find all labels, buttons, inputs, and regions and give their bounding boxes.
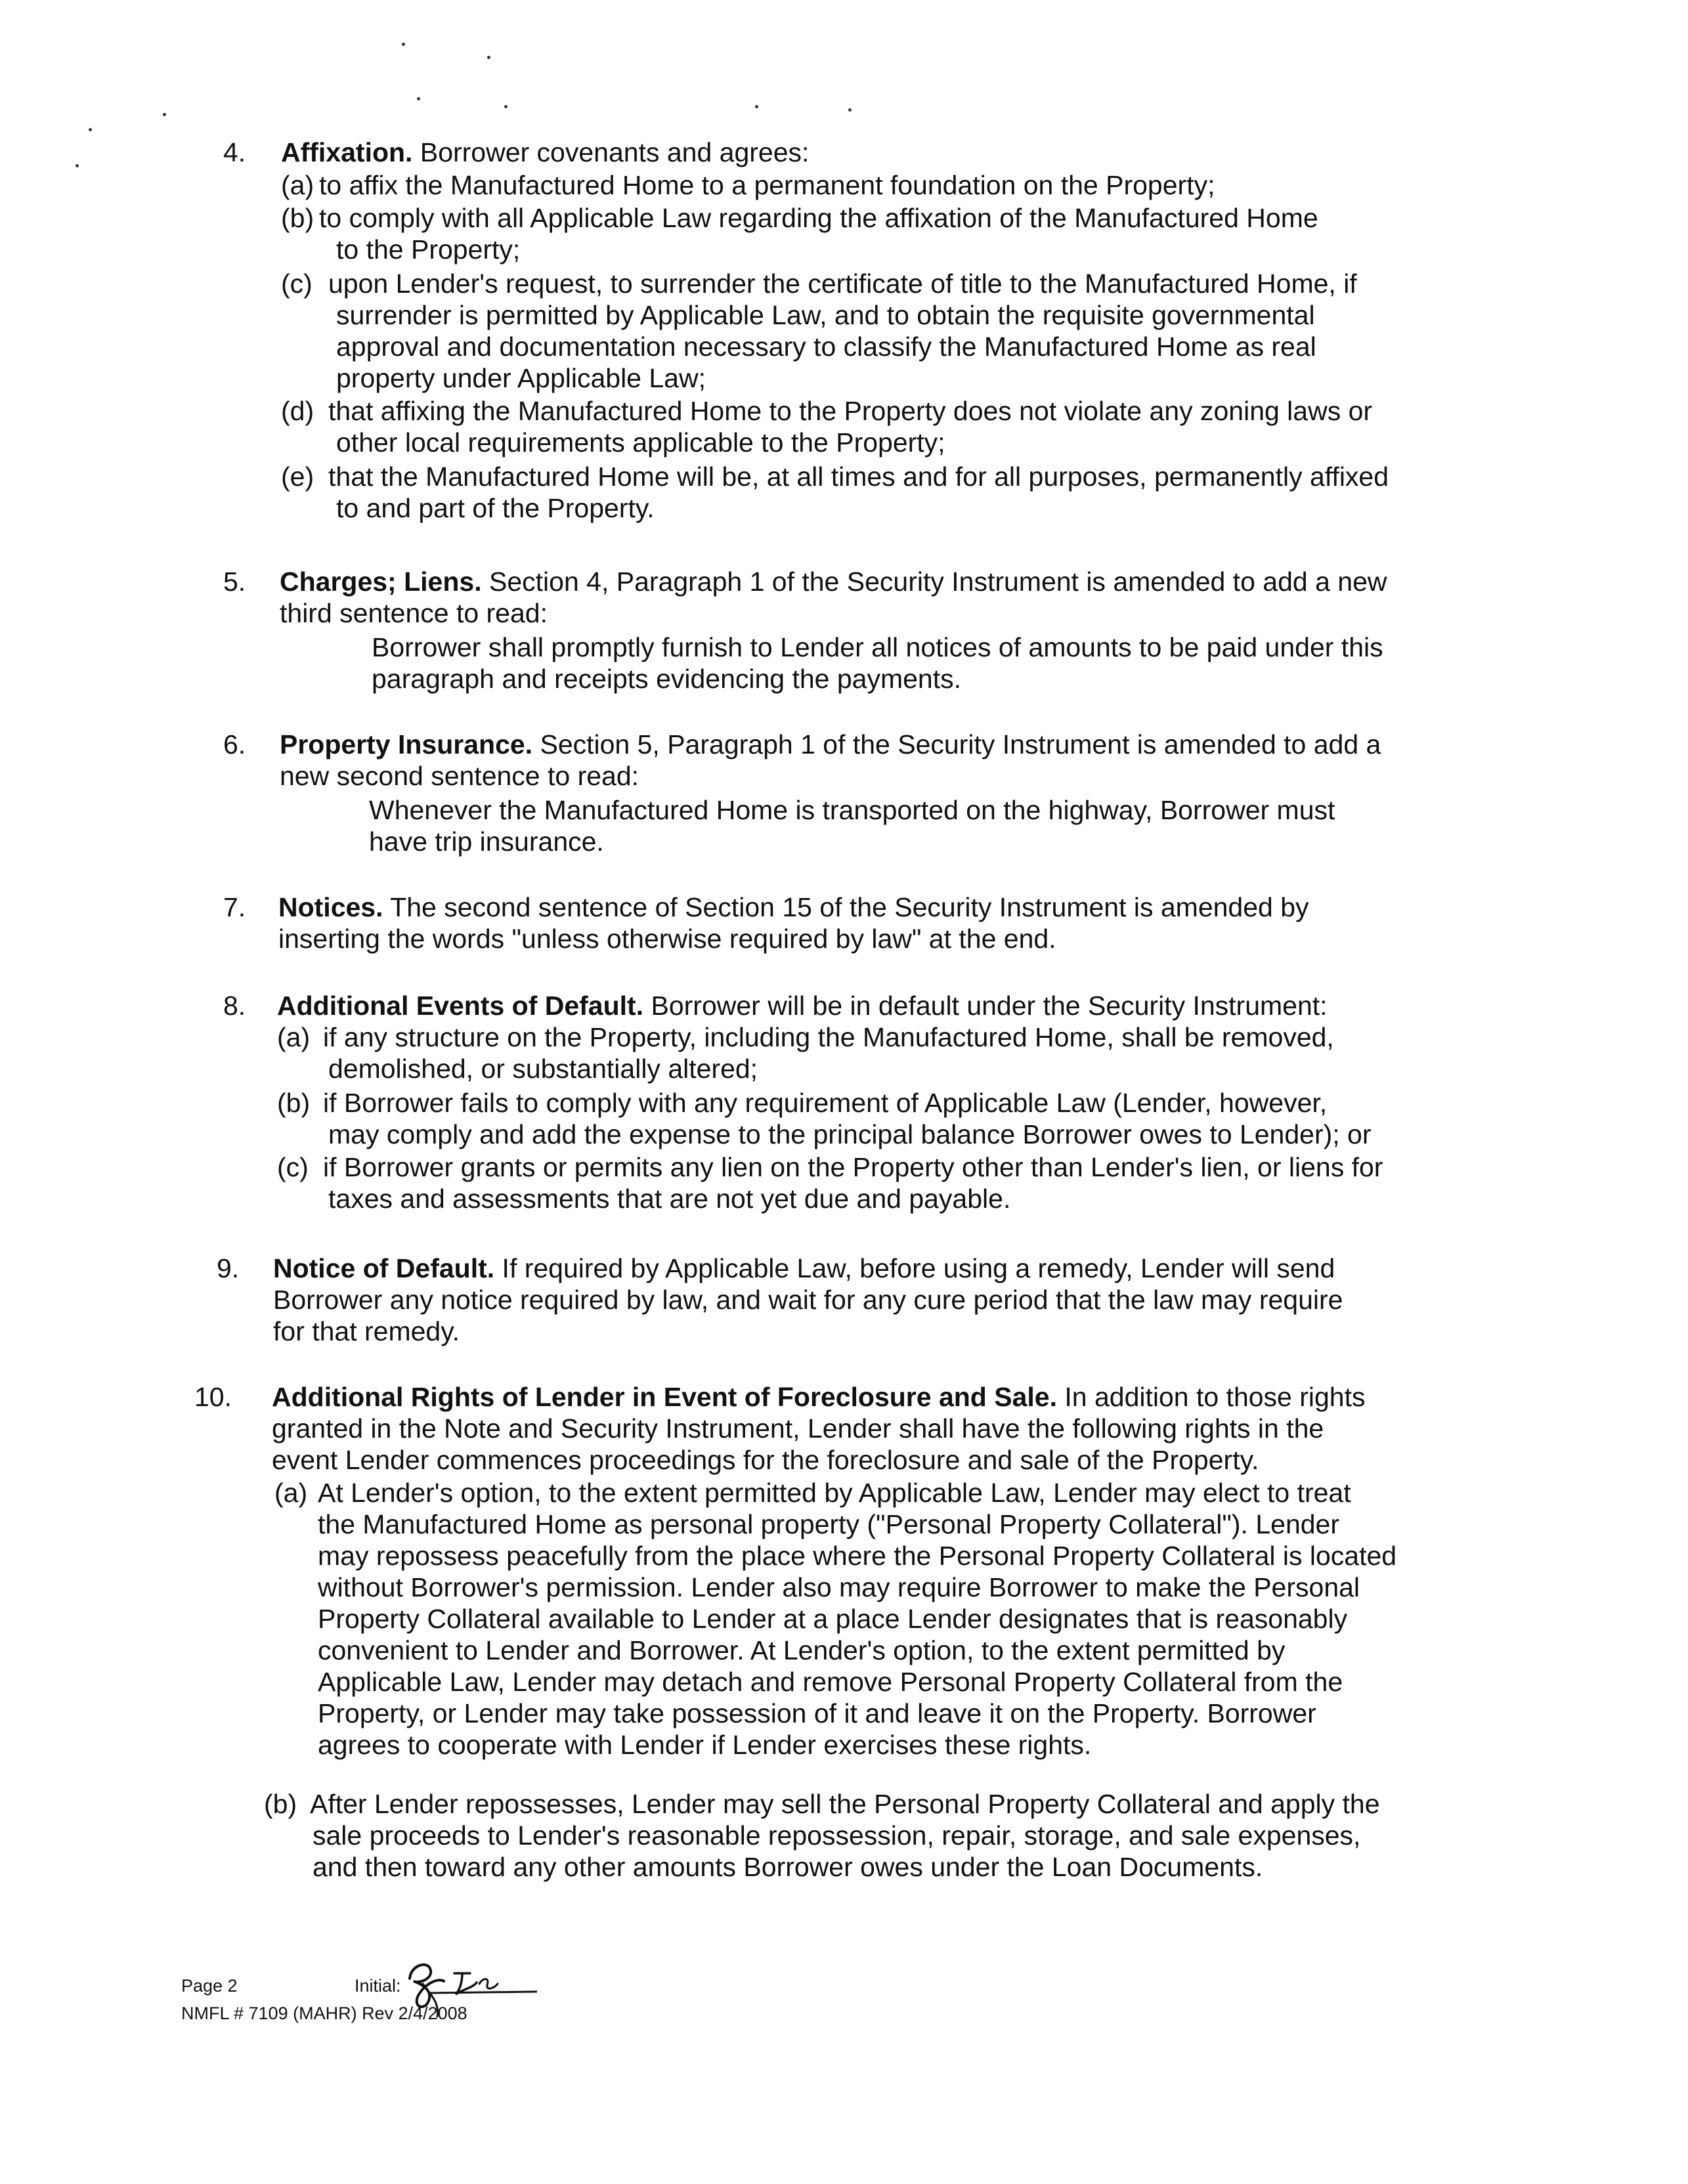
item-line: upon Lender's request, to surrender the certificate of title to the Manufactured Home, if [328,268,1357,299]
section-heading [273,1253,1335,1285]
scan-speck [848,108,852,112]
item-line: the Manufactured Home as personal property ("Personal Property Collateral"). Lender [318,1509,1339,1539]
item-label: (c) [277,1152,309,1182]
section-text: granted in the Note and Security Instrument, Lender shall have the following rights in the [272,1413,1324,1444]
item-line: to affix the Manufactured Home to a permanent foundation on the Property; [319,170,1215,200]
item-label: (a) [281,170,314,200]
item-label: (b) [264,1789,297,1819]
item-line: sale proceeds to Lender's reasonable repossession, repair, storage, and sale expenses, [313,1820,1361,1851]
scan-speck [755,105,758,108]
section-number: 7. [223,892,246,922]
item-line: Property, or Lender may take possession of it and leave it on the Property. Borrower [318,1698,1316,1728]
quoted-text: Whenever the Manufactured Home is transported on the highway, Borrower must [369,795,1335,825]
item-line: At Lender's option, to the extent permitted by Applicable Law, Lender may elect to treat [318,1478,1351,1508]
item-line: if Borrower grants or permits any lien on the Property other than Lender's lien, or liens for [323,1152,1383,1182]
page-number: Page 2 [181,1976,238,1996]
item-line: surrender is permitted by Applicable Law, and to obtain the requisite governmental [336,300,1315,330]
form-identifier: NMFL # 7109 (MAHR) Rev 2/4/2008 [181,2003,467,2023]
item-line: approval and documentation necessary to classify the Manufactured Home as real [336,332,1316,362]
scan-speck [89,128,92,131]
item-label: (e) [281,461,314,492]
item-line: to the Property; [336,234,521,265]
section-8 [223,990,1471,1226]
section-number: 4. [223,137,246,167]
section-heading [272,1381,1366,1413]
section-heading [280,566,1387,598]
section-text: new second sentence to read: [280,761,639,791]
section-number: 10. [194,1382,232,1412]
section-heading [281,137,809,169]
section-intro: Borrower covenants and agrees: [420,137,810,167]
section-text: event Lender commences proceedings for the foreclosure and sale of the Property. [272,1445,1259,1475]
quoted-text: Borrower shall promptly furnish to Lender all notices of amounts to be paid under this [372,632,1383,662]
item-line: if any structure on the Property, including the Manufactured Home, shall be removed, [323,1022,1334,1052]
section-text: inserting the words "unless otherwise required by law" at the end. [278,924,1056,954]
section-text: In addition to those rights [1064,1382,1366,1412]
scan-speck [76,164,79,167]
scan-speck [504,105,508,108]
item-label: (d) [281,396,314,426]
section-number: 5. [223,567,246,597]
item-line: may repossess peacefully from the place where the Personal Property Collateral is located [318,1541,1397,1571]
item-label: (c) [281,268,313,299]
quoted-text: paragraph and receipts evidencing the payments. [372,664,962,694]
item-line: to comply with all Applicable Law regarding the affixation of the Manufactured Home [319,203,1318,233]
item-line: that the Manufactured Home will be, at all times and for all purposes, permanently affixed [328,461,1389,492]
section-number: 8. [223,991,246,1021]
item-line: Property Collateral available to Lender at a place Lender designates that is reasonably [318,1604,1348,1634]
section-heading [278,891,1309,924]
section-text: Section 4, Paragraph 1 of the Security Instrument is amended to add a new [489,567,1387,597]
section-7 [223,891,1471,964]
section-10 [194,1381,1475,1919]
section-6 [223,729,1471,873]
item-label: (b) [277,1088,311,1118]
item-line: other local requirements applicable to the Property; [336,427,945,458]
item-line: property under Applicable Law; [336,363,706,393]
section-intro: Borrower will be in default under the Security Instrument: [651,991,1328,1021]
item-line: agrees to cooperate with Lender if Lender exercises these rights. [318,1730,1092,1760]
item-label: (b) [281,203,314,233]
section-text: Borrower any notice required by law, and wait for any cure period that the law may require [273,1285,1343,1315]
item-line: if Borrower fails to comply with any requirement of Applicable Law (Lender, however, [323,1088,1328,1118]
section-number: 6. [223,729,246,760]
item-line: After Lender repossesses, Lender may sell the Personal Property Collateral and apply the [310,1789,1380,1819]
section-title: Charges; Liens. [280,567,482,597]
section-title: Affixation. [281,137,413,167]
section-text: third sentence to read: [280,598,548,628]
item-label: (a) [274,1478,308,1508]
section-title: Notice of Default. [273,1253,495,1283]
item-line: convenient to Lender and Borrower. At Lender's option, to the extent permitted by [318,1635,1286,1665]
item-line: taxes and assessments that are not yet due and payable. [328,1184,1011,1214]
section-title: Additional Rights of Lender in Event of Foreclosure and Sale. [272,1382,1057,1412]
scan-speck [163,113,166,116]
section-heading [277,990,1328,1022]
section-text: If required by Applicable Law, before using a remedy, Lender will send [502,1253,1335,1283]
scan-speck [402,43,405,46]
quoted-text: have trip insurance. [369,826,604,857]
section-number: 9. [217,1253,240,1283]
item-line: that affixing the Manufactured Home to the Property does not violate any zoning laws or [328,396,1373,426]
section-4 [223,137,1471,530]
section-heading [280,729,1381,761]
item-line: to and part of the Property. [336,493,655,523]
section-5 [223,566,1471,710]
section-title: Additional Events of Default. [277,991,644,1021]
section-text: Section 5, Paragraph 1 of the Security Instrument is amended to add a [540,729,1381,760]
item-line: may comply and add the expense to the principal balance Borrower owes to Lender); or [328,1119,1372,1149]
section-text: for that remedy. [273,1316,460,1346]
scan-speck [417,97,420,100]
item-line: without Borrower's permission. Lender also may require Borrower to make the Personal [318,1572,1360,1602]
section-title: Property Insurance. [280,729,533,760]
item-line: and then toward any other amounts Borrower owes under the Loan Documents. [313,1852,1263,1882]
initial-label: Initial: [355,1976,401,1996]
item-line: Applicable Law, Lender may detach and remove Personal Property Collateral from the [318,1667,1343,1697]
item-line: demolished, or substantially altered; [328,1054,758,1084]
section-text: The second sentence of Section 15 of the Security Instrument is amended by [390,892,1309,922]
item-label: (a) [277,1022,311,1052]
scan-speck [487,56,490,59]
handwritten-initials [391,1951,542,2023]
section-title: Notices. [278,892,383,922]
section-9 [217,1253,1464,1358]
